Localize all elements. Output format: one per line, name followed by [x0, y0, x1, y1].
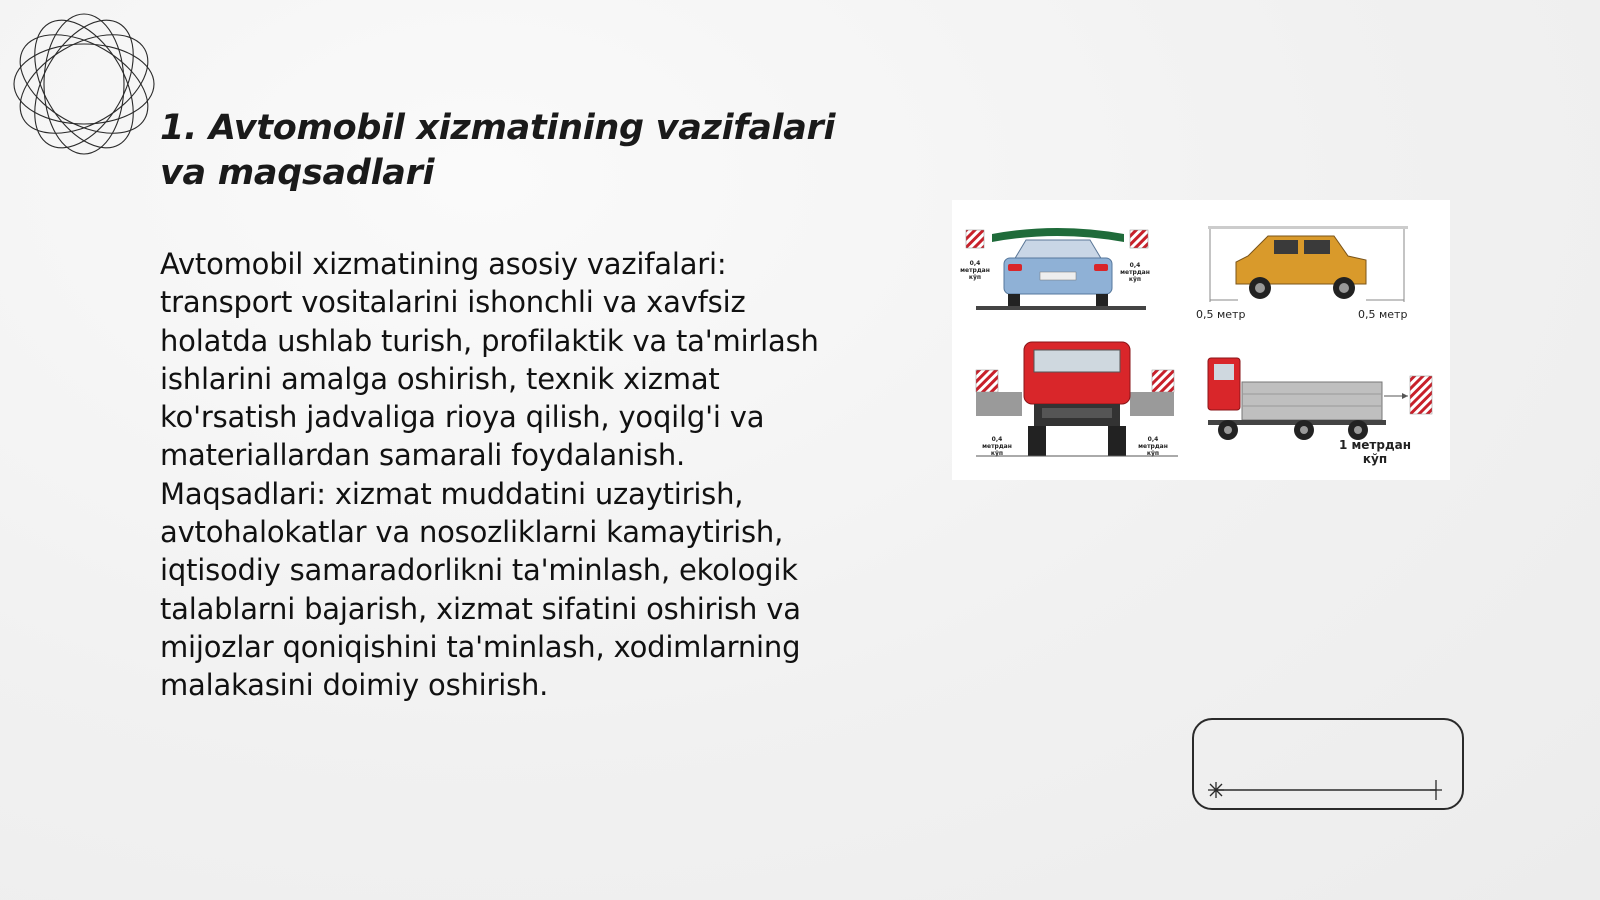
small-car-left-clearance-label: 0,5 метр	[1196, 308, 1246, 321]
sparkle-icon	[1208, 782, 1224, 798]
decorative-rings-icon	[10, 10, 158, 158]
truck-side-icon	[1208, 358, 1432, 440]
slide-title: 1. Avtomobil xizmatining vazifalari va maqsadlari	[160, 108, 836, 193]
truck-right-clearance-label: 0,4 метрдан кўп	[1138, 436, 1168, 457]
plus-star-icon	[1430, 780, 1442, 800]
decorative-line-box	[1192, 718, 1464, 810]
truck-side-clearance-label: 1 метрдан кўп	[1338, 438, 1412, 466]
car-right-clearance-label: 0,4 метрдан кўп	[1120, 262, 1150, 283]
small-car-side-icon	[1208, 226, 1408, 302]
slide-body-text: Avtomobil xizmatining asosiy vazifalari: transport vositalarini ishonchli va xavfsiz holatda ushlab turish, profilaktik va ta'mirlash ishlarini amalga oshirish, texnik xizmat ko'rsatish jadvaliga rioya qilish, yoqilg'i va materiallardan samarali foydalanish. Maqsadlari: xizmat muddatini uzaytirish, avtohalokatlar va nosozliklarni kamaytirish, iqtisodiy samaradorlikni ta'minlash, ekologik talablarni bajarish, xizmat sifatini oshirish va mijozlar qoniqishini ta'minlash, xodimlarning malakasini doimiy oshirish.	[160, 247, 819, 703]
truck-left-clearance-label: 0,4 метрдан кўп	[982, 436, 1012, 457]
car-left-clearance-label: 0,4 метрдан кўп	[960, 260, 990, 281]
vehicle-clearance-illustration	[952, 200, 1450, 480]
small-car-right-clearance-label: 0,5 метр	[1358, 308, 1408, 321]
